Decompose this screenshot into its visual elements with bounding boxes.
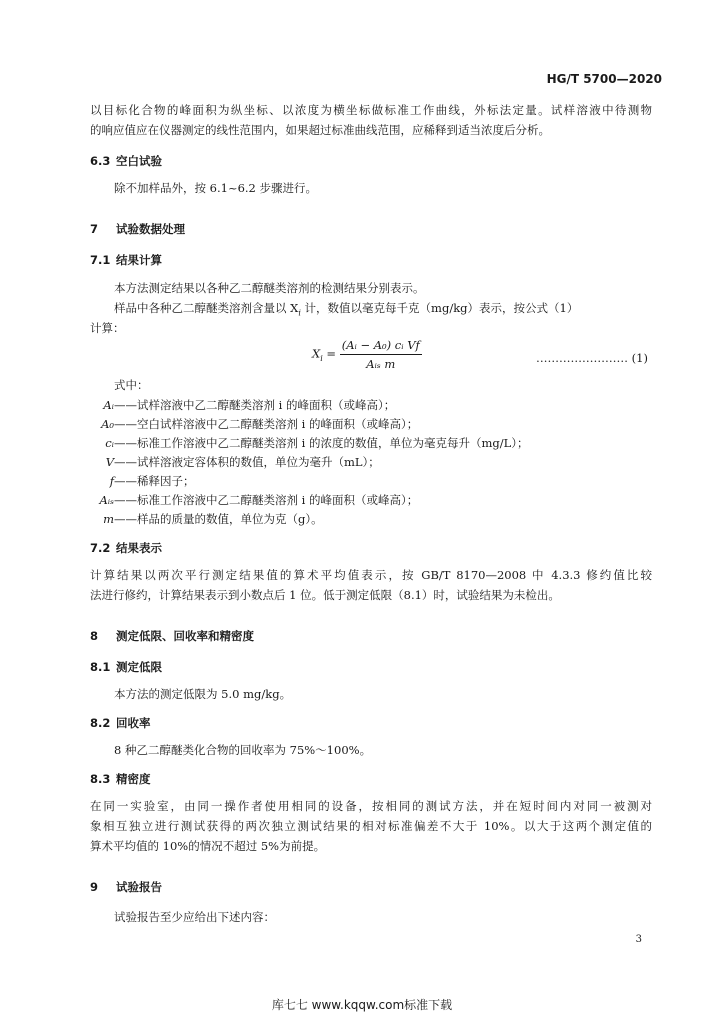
section-8-heading bbox=[90, 628, 254, 644]
section-title: 试验报告 bbox=[116, 880, 162, 894]
symbol: m bbox=[103, 512, 114, 526]
formula-denominator: Aᵢₛ m bbox=[366, 357, 396, 371]
section-6-3-text: 除不加样品外，按 6.1~6.2 步骤进行。 bbox=[114, 181, 318, 195]
section-7-1-heading bbox=[90, 252, 162, 268]
definition-row bbox=[84, 416, 418, 432]
text: 样品中各种乙二醇醚类溶剂含量以 X bbox=[114, 301, 299, 315]
section-number: 6.3 bbox=[90, 154, 111, 168]
symbol: V bbox=[105, 455, 114, 469]
definition-text: ——标准工作溶液中乙二醇醚类溶剂 i 的峰面积（或峰高）； bbox=[114, 493, 419, 507]
page-number: 3 bbox=[635, 934, 642, 945]
section-7-1-paragraph-2-line-2: 计算： bbox=[90, 321, 125, 335]
section-title: 结果表示 bbox=[116, 541, 162, 555]
formula-lhs: X bbox=[312, 346, 321, 361]
definition-row bbox=[84, 473, 195, 489]
intro-line-2: 的响应值应在仪器测定的线性范围内，如果超过标准曲线范围，应稀释到适当浓度后分析。 bbox=[90, 123, 550, 137]
formula-fraction bbox=[340, 338, 422, 371]
symbol: Aᵢ bbox=[103, 398, 114, 412]
section-8-3-line-2: 象相互独立进行测试获得的两次独立测试结果的相对标准偏差不大于 10%。以大于这两个测定值的 bbox=[90, 819, 652, 833]
section-title: 回收率 bbox=[116, 716, 151, 730]
text: 计，数值以毫克每千克（mg/kg）表示，按公式（1） bbox=[300, 301, 579, 315]
section-title: 空白试验 bbox=[116, 154, 162, 168]
section-title: 精密度 bbox=[116, 772, 151, 786]
section-title: 测定低限 bbox=[116, 660, 162, 674]
section-9-heading bbox=[90, 879, 162, 895]
symbol: Aᵢₛ bbox=[99, 493, 114, 507]
section-number: 8 bbox=[90, 629, 99, 643]
definition-text: ——样品的质量的数值，单位为克（g）。 bbox=[114, 512, 323, 526]
section-8-3-line-3: 算术平均值的 10%的情况不超过 5%为前提。 bbox=[90, 839, 326, 853]
section-8-2-text: 8 种乙二醇醚类化合物的回收率为 75%～100%。 bbox=[114, 743, 372, 757]
definition-text: ——空白试样溶液中乙二醇醚类溶剂 i 的峰面积（或峰高）； bbox=[114, 417, 419, 431]
section-number: 7.2 bbox=[90, 541, 111, 555]
section-7-1-paragraph-1: 本方法测定结果以各种乙二醇醚类溶剂的检测结果分别表示。 bbox=[114, 281, 425, 295]
section-number: 8.1 bbox=[90, 660, 111, 674]
section-7-heading bbox=[90, 221, 185, 237]
section-8-1-heading bbox=[90, 659, 162, 675]
section-title: 结果计算 bbox=[116, 253, 162, 267]
formula-numerator: (Aᵢ − A₀) cᵢ Vf bbox=[340, 338, 422, 355]
symbol: f bbox=[109, 474, 114, 488]
section-number: 9 bbox=[90, 880, 99, 894]
section-number: 7.1 bbox=[90, 253, 111, 267]
definition-row bbox=[84, 511, 323, 527]
formula-equation-number: …………………… (1) bbox=[536, 351, 648, 365]
formula-1: $X_i$ = $\frac{\text{(Aᵢ − A₀) cᵢ Vf}}{\text{Aᵢₛ m}}$ bbox=[312, 338, 420, 371]
definition-text: ——稀释因子； bbox=[114, 474, 195, 488]
section-8-1-text: 本方法的测定低限为 5.0 mg/kg。 bbox=[114, 687, 292, 701]
footer-watermark-link[interactable]: 库七七 www.kqqw.com标准下载 bbox=[271, 998, 453, 1012]
section-9-text: 试验报告至少应给出下述内容： bbox=[114, 910, 275, 924]
definition-text: ——试样溶液中乙二醇醚类溶剂 i 的峰面积（或峰高）； bbox=[114, 398, 396, 412]
section-8-3-line-1: 在同一实验室，由同一操作者使用相同的设备，按相同的测试方法，并在短时间内对同一被测对 bbox=[90, 799, 652, 813]
section-title: 测定低限、回收率和精密度 bbox=[116, 629, 254, 643]
formula-lhs-subscript: i bbox=[320, 353, 323, 363]
subscript: i bbox=[298, 308, 301, 318]
definition-row bbox=[84, 454, 380, 470]
intro-line-1: 以目标化合物的峰面积为纵坐标、以浓度为横坐标做标准工作曲线，外标法定量。试样溶液中待测物 bbox=[90, 103, 652, 117]
section-8-3-heading bbox=[90, 771, 151, 787]
section-number: 8.3 bbox=[90, 772, 111, 786]
definition-row bbox=[84, 492, 418, 508]
standard-number: HG/T 5700—2020 bbox=[546, 72, 662, 86]
section-number: 8.2 bbox=[90, 716, 111, 730]
section-8-2-heading bbox=[90, 715, 151, 731]
definition-row bbox=[84, 435, 529, 451]
section-6-3-heading bbox=[90, 153, 162, 169]
definition-text: ——试样溶液定容体积的数值，单位为毫升（mL）； bbox=[114, 455, 380, 469]
symbol: cᵢ bbox=[105, 436, 114, 450]
symbol: A₀ bbox=[101, 417, 114, 431]
section-7-2-line-2: 法进行修约，计算结果表示到小数点后 1 位。低于测定低限（8.1）时，试验结果为未检出。 bbox=[90, 588, 560, 602]
definition-text: ——标准工作溶液中乙二醇醚类溶剂 i 的浓度的数值，单位为毫克每升（mg/L）； bbox=[114, 436, 529, 450]
section-7-2-line-1: 计算结果以两次平行测定结果值的算术平均值表示，按 GB/T 8170—2008 中 4.3.3 修约值比较 bbox=[90, 568, 652, 582]
section-title: 试验数据处理 bbox=[116, 222, 185, 236]
section-number: 7 bbox=[90, 222, 99, 236]
definition-row bbox=[84, 397, 395, 413]
section-7-2-heading bbox=[90, 540, 162, 556]
section-7-1-paragraph-2-line-1 bbox=[114, 301, 578, 320]
where-label: 式中： bbox=[114, 378, 149, 392]
